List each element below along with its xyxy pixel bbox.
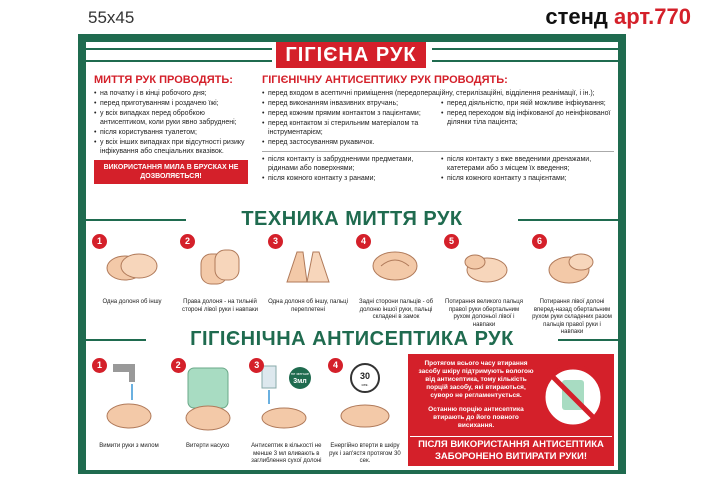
washing-section — [94, 74, 248, 184]
title-decor-left — [86, 48, 272, 62]
antiseptic-top-item: • перед входом в асептичні приміщення (передопераційну, стерилізаційні, відділення реанімації, і ін.); — [262, 89, 614, 98]
hygienic-heading-text: ГІГІЄНІЧНА АНТИСЕПТИКА РУК — [190, 328, 514, 350]
washing-item: • у всіх випадках перед обробкою антисептиком, коли руки явно забруднені; — [94, 109, 248, 127]
hands-fingertips-rub-icon — [541, 242, 603, 292]
step-caption: Одна долоня об іншу, пальці переплетені — [268, 299, 348, 313]
heading-line-left — [86, 339, 146, 341]
warning-bottom-text: ПІСЛЯ ВИКОРИСТАННЯ АНТИСЕПТИКА ЗАБОРОНЕНО ВИТИРАТИ РУКИ! — [410, 436, 612, 464]
step-caption: Одна долоня об іншу — [102, 299, 162, 305]
technique-step — [444, 234, 524, 337]
poster-inner — [86, 42, 618, 470]
technique-heading-text: ТЕХНИКА МИТТЯ РУК — [241, 208, 463, 230]
timer-unit: сек. — [361, 382, 369, 387]
antiseptic-after-item: • після контакту із забрудненими предметами, рідинами або поверхнями; — [262, 155, 435, 173]
step-caption: Вимити руки з милом — [99, 443, 159, 449]
hygienic-heading — [86, 328, 618, 351]
technique-step — [532, 234, 612, 337]
technique-step — [180, 234, 260, 337]
hygienic-step — [249, 358, 323, 466]
technique-step — [268, 234, 348, 337]
antiseptic-item: • перед кожним прямим контактом з пацієнтами; — [262, 109, 435, 118]
step-caption: Антисептик в кількості не менше 3 мл вливають в заглиблення сухої долоні — [251, 443, 322, 464]
step-number: 3 — [249, 358, 264, 373]
step-caption: Потирання великого пальця правої руки обертальним рухом долоньої лівої і навпаки — [445, 299, 523, 328]
step-number: 2 — [171, 358, 186, 373]
step-number: 3 — [268, 234, 283, 249]
step-number: 1 — [92, 234, 107, 249]
hygienic-step — [171, 358, 245, 466]
step-caption: Потирання лівої долоні вперед-назад обертальним рухом руки складених разом пальців правої руки і навпаки — [532, 299, 612, 335]
step-number: 1 — [92, 358, 107, 373]
hygienic-steps — [92, 358, 402, 466]
hands-thumb-rub-icon — [453, 242, 515, 292]
dose-badge-top: не менше — [291, 371, 310, 376]
heading-line-left — [86, 219, 186, 221]
step-caption: Задні сторони пальців - об долоню іншої руки, пальці складені в замок — [358, 299, 434, 320]
technique-heading — [86, 208, 618, 231]
article-prefix: стенд — [545, 4, 608, 29]
step-number: 4 — [356, 234, 371, 249]
dose-badge-value: 3мл — [293, 378, 308, 385]
antiseptic-after-item: • після кожного контакту з ранами; — [262, 174, 435, 183]
antiseptic-item: • перед контактом зі стерильним матеріалом та інструментарієм; — [262, 119, 435, 137]
step-caption: Енергійно втерти в шкіру рук і зап'ястя протягом 30 сек. — [329, 443, 401, 464]
step-caption: Витерти насухо — [186, 443, 230, 449]
antiseptic-dispenser-icon — [256, 360, 316, 436]
poster-board — [78, 34, 626, 474]
warning-text-1: Протягом всього часу втирання засобу шкіру підтримують вологою від антисептика, тому кількість порцій засобу, які втираються, суворо не регламентується. — [418, 360, 534, 399]
warning-text — [416, 360, 536, 436]
washing-item: • у всіх інших випадках при відсутності ризику інфікування або спеціальних вказівок. — [94, 138, 248, 156]
washing-heading: МИТТЯ РУК ПРОВОДЯТЬ: — [94, 74, 233, 86]
washing-item: • на початку і в кінці робочого дня; — [94, 89, 248, 98]
antiseptic-heading: ГІГІЄНІЧНУ АНТИСЕПТИКУ РУК ПРОВОДЯТЬ: — [262, 74, 508, 86]
step-number: 2 — [180, 234, 195, 249]
hands-fingers-locked-icon — [365, 242, 427, 292]
technique-step — [356, 234, 436, 337]
timer-rub-icon — [335, 360, 395, 436]
technique-steps — [92, 234, 612, 337]
faucet-wash-icon — [99, 360, 159, 436]
hands-interlaced-icon — [277, 242, 339, 292]
antiseptic-item: • перед діяльністю, при якій можливе інфікування; — [441, 99, 614, 108]
towel-dry-icon — [178, 360, 238, 436]
step-caption: Права долоня - на тильній стороні лівої руки і навпаки — [182, 299, 258, 313]
washing-item: • перед приготуванням і роздачею їжі; — [94, 99, 248, 108]
article-label — [545, 4, 691, 30]
timer-value: 30 — [359, 371, 370, 381]
hands-palm-to-palm-icon — [101, 242, 163, 292]
hygienic-step — [92, 358, 166, 466]
antiseptic-item: • перед застосуванням рукавичок. — [262, 138, 435, 147]
antiseptic-after-item: • після кожного контакту з пацієнтами; — [441, 174, 614, 183]
antiseptic-item: • перед переходом від інфікованої до неінфікованої ділянки тіла пацієнта; — [441, 109, 614, 127]
title-decor-right — [432, 48, 618, 62]
antiseptic-section — [262, 74, 614, 184]
antiseptic-divider — [262, 151, 614, 152]
article-code: арт.770 — [613, 4, 691, 29]
step-number: 6 — [532, 234, 547, 249]
washing-item: • після користування туалетом; — [94, 128, 248, 137]
poster-title: ГІГІЄНА РУК — [276, 42, 426, 68]
antiseptic-after-item: • після контакту з вже введеними дренажами, катетерами або з місцем їх введення; — [441, 155, 614, 173]
size-label: 55x45 — [88, 8, 135, 27]
heading-line-right — [558, 339, 618, 341]
step-number: 4 — [328, 358, 343, 373]
no-towel-icon — [540, 364, 606, 430]
hands-back-rub-icon — [189, 242, 251, 292]
technique-step — [92, 234, 172, 337]
antiseptic-item: • перед виконанням інвазивних втручань; — [262, 99, 435, 108]
no-drying-warning-box — [408, 354, 614, 466]
heading-line-right — [518, 219, 618, 221]
hygienic-step — [328, 358, 402, 466]
soap-bar-warning: ВИКОРИСТАННЯ МИЛА В БРУСКАХ НЕ ДОЗВОЛЯЄТЬСЯ! — [94, 160, 248, 184]
warning-text-2: Останню порцію антисептика втирають до його повного висихання. — [428, 406, 524, 429]
step-number: 5 — [444, 234, 459, 249]
